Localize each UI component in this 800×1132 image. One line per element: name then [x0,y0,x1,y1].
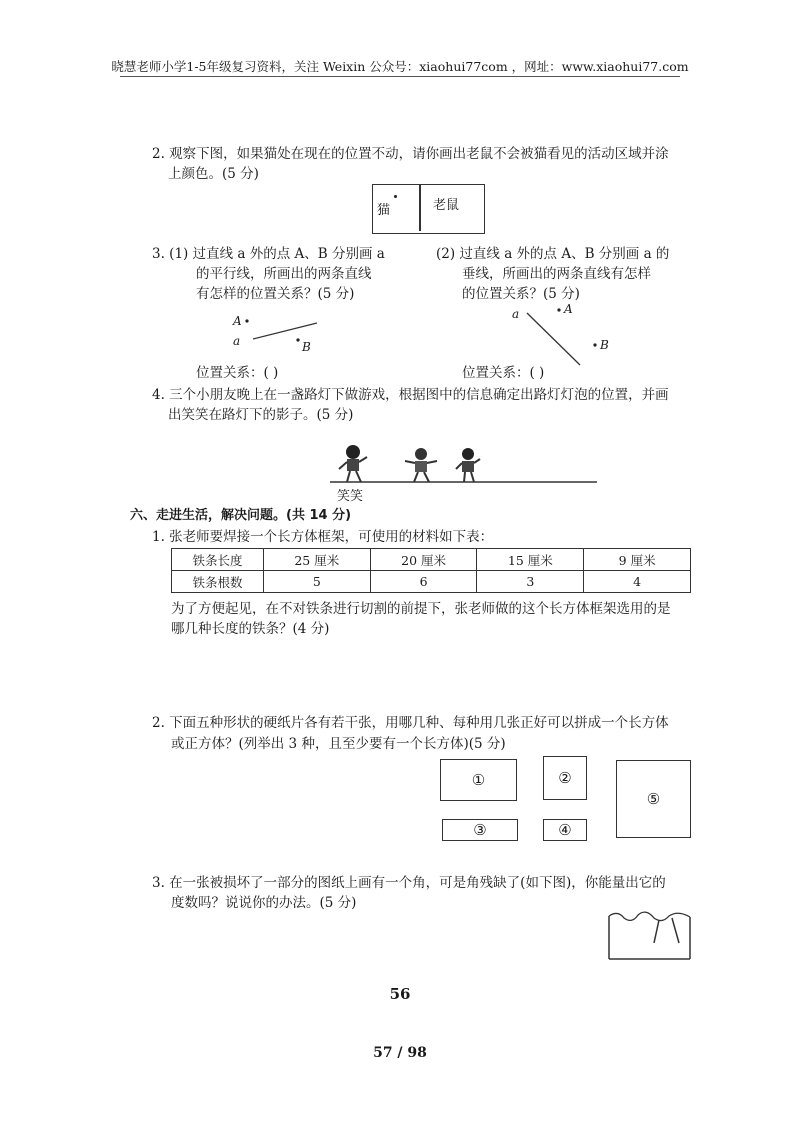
point-B-label-left: B [302,340,311,354]
point-B-label-right: B [600,338,609,352]
s6-q3-line2: 度数吗？说说你的办法。(5 分) [171,895,357,911]
q3-right-relation: 位置关系：( ) [462,365,545,381]
shape-5-label: ⑤ [646,790,661,808]
table-cell: 20 厘米 [370,549,477,571]
s6-q2-line2: 或正方体？(列举出 3 种，且至少要有一个长方体)(5 分) [171,736,506,752]
q3-left-line2: 的平行线，所画出的两条直线 [196,266,372,282]
table-cell: 3 [477,571,584,593]
s6-q1-line2: 为了方便起见，在不对铁条进行切割的前提下，张老师做的这个长方体框架选用的是 [171,601,671,617]
q3-right-line1: (2) 过直线 a 外的点 A、B 分别画 a 的 [436,246,670,262]
child-figure-2 [405,448,437,482]
angle-ray-2 [672,918,679,943]
cat-mouse-room-diagram [372,184,485,234]
child-figure-3 [456,448,480,482]
damaged-angle-figure [606,906,694,962]
point-b-dot-right [593,343,596,346]
s6-q3-line1: 3. 在一张被损坏了一部分的图纸上画有一个角，可是角残缺了(如下图)，你能量出它的 [152,875,666,891]
table-cell: 6 [370,571,477,593]
table-cell: 铁条根数 [172,571,264,593]
q2-text-line2: 上颜色。(5 分) [168,166,259,182]
cat-dot [394,195,397,198]
q3-right-figure [505,300,615,370]
angle-ray-1 [654,920,659,943]
point-a-dot-left [245,319,248,322]
s6-q1-line1: 1. 张老师要焊接一个长方体框架，可使用的材料如下表： [152,529,494,545]
shape-1-label: ① [471,771,486,789]
header-divider [120,76,680,77]
s6-q2-line1: 2. 下面五种形状的硬纸片各有若干张，用哪几种、每种用几张正好可以拼成一个长方体 [152,715,669,731]
q2-text-line1: 2. 观察下图，如果猫处在现在的位置不动，请你画出老鼠不会被猫看见的活动区域并涂 [152,146,669,162]
mouse-label: 老鼠 [433,198,460,213]
room-wall [419,185,421,231]
shape-4-label: ④ [558,821,572,839]
child-label-xiaoxiao: 笑笑 [337,489,364,504]
torn-edge [609,912,690,920]
line-a-label-left: a [233,334,241,348]
shape-2-label: ② [558,769,572,787]
q3-right-line3: 的位置关系？(5 分) [462,286,580,302]
q3-left-line3: 有怎样的位置关系？(5 分) [196,286,355,302]
shape-4 [543,819,587,841]
q3-left-line1: 3. (1) 过直线 a 外的点 A、B 分别画 a [152,246,385,262]
table-cell: 铁条长度 [172,549,264,571]
point-b-dot-left [296,338,299,341]
table-cell: 4 [584,571,691,593]
point-A-label-left: A [233,314,242,328]
shape-1 [440,759,517,801]
s6-q1-line3: 哪几种长度的铁条？(4 分) [171,621,330,637]
table-cell: 5 [263,571,370,593]
line-a-right [527,313,580,365]
q4-text-line1: 4. 三个小朋友晚上在一盏路灯下做游戏，根据图中的信息确定出路灯灯泡的位置，并画 [152,387,669,403]
q4-text-line2: 出笑笑在路灯下的影子。(5 分) [168,407,354,423]
table-row [172,549,691,571]
shape-2 [543,756,587,800]
q3-left-relation: 位置关系：( ) [196,365,279,381]
shape-5 [616,760,691,838]
table-cell: 25 厘米 [263,549,370,571]
child-figure-xiaoxiao [339,445,367,482]
point-A-label-right: A [564,302,573,316]
line-a-label-right: a [512,307,520,321]
shape-3 [442,819,518,841]
table-cell: 9 厘米 [584,549,691,571]
line-a-left [253,323,317,339]
page-of-total: 57 / 98 [373,1045,427,1061]
iron-bar-table [171,548,691,593]
table-cell: 15 厘米 [477,549,584,571]
table-row [172,571,691,593]
cat-label: 猫 [377,203,391,218]
streetlight-children-figure [325,443,605,489]
shape-3-label: ③ [473,821,487,839]
q3-right-line2: 垂线，所画出的两条直线有怎样 [462,266,651,282]
point-a-dot-right [557,308,560,311]
section6-title: 六、走进生活，解决问题。(共 14 分) [130,508,352,523]
page-number: 56 [389,985,411,1003]
page-header: 晓慧老师小学1-5年级复习资料，关注 Weixin 公众号：xiaohui77com ，网址：www.xiaohui77.com [111,59,689,74]
